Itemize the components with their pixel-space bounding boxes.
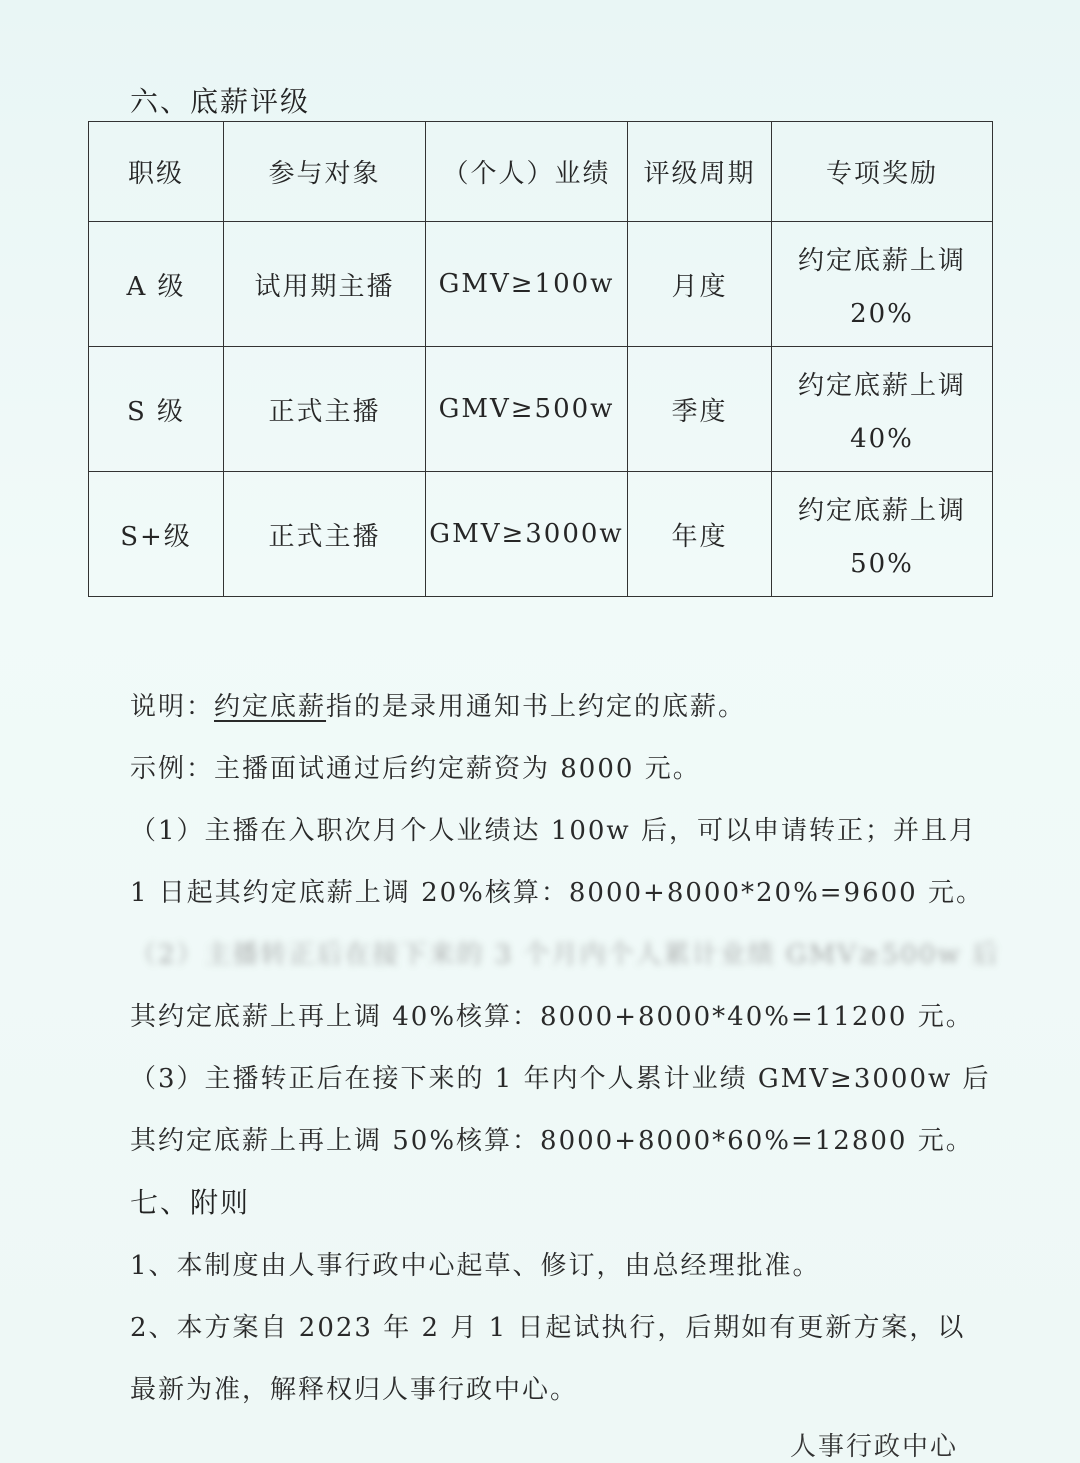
bonus-text: 约定底薪上调 bbox=[797, 495, 966, 526]
cell-target: 试用期主播 bbox=[224, 222, 426, 347]
table-row bbox=[89, 347, 993, 472]
header-bonus: 专项奖励 bbox=[772, 122, 993, 222]
cell-target: 正式主播 bbox=[224, 347, 426, 472]
example-item-1-line-1: （1）主播在入职次月个人业绩达 100w 后，可以申请转正；并且月 bbox=[130, 816, 977, 846]
header-target: 参与对象 bbox=[224, 122, 426, 222]
cell-level: S+级 bbox=[89, 472, 224, 597]
example-item-3-line-1: （3）主播转正后在接下来的 1 年内个人累计业绩 GMV≥3000w 后 bbox=[130, 1064, 991, 1094]
header-period: 评级周期 bbox=[628, 122, 772, 222]
cell-level: A 级 bbox=[89, 222, 224, 347]
explanation-term: 约定底薪 bbox=[214, 692, 327, 722]
bonus-percent: 50% bbox=[850, 548, 914, 579]
cell-period: 年度 bbox=[628, 472, 772, 597]
bonus-percent: 40% bbox=[850, 423, 914, 454]
cell-period: 月度 bbox=[628, 222, 772, 347]
explanation-line bbox=[130, 686, 746, 723]
example-item-1-line-2: 1 日起其约定底薪上调 20%核算：8000+8000*20%=9600 元。 bbox=[130, 878, 984, 908]
table-header-row bbox=[89, 122, 993, 222]
supplementary-line-1: 1、本制度由人事行政中心起草、修订，由总经理批准。 bbox=[130, 1251, 821, 1281]
table-row bbox=[89, 472, 993, 597]
grading-table bbox=[88, 121, 993, 597]
table-row bbox=[89, 222, 993, 347]
cell-performance: GMV≥3000w bbox=[426, 472, 628, 597]
header-level: 职级 bbox=[89, 122, 224, 222]
example-item-2-line-2: 其约定底薪上再上调 40%核算：8000+8000*40%=11200 元。 bbox=[130, 1002, 974, 1032]
cell-period: 季度 bbox=[628, 347, 772, 472]
cell-level: S 级 bbox=[89, 347, 224, 472]
cell-performance: GMV≥500w bbox=[426, 347, 628, 472]
supplementary-line-3: 最新为准，解释权归人事行政中心。 bbox=[130, 1375, 579, 1405]
signature-department: 人事行政中心 bbox=[790, 1432, 959, 1462]
explanation-text: 指的是录用通知书上约定的底薪。 bbox=[326, 692, 747, 722]
section-heading-supplementary: 七、附则 bbox=[130, 1186, 251, 1219]
bonus-text: 约定底薪上调 bbox=[797, 370, 966, 401]
cell-target: 正式主播 bbox=[224, 472, 426, 597]
example-line: 示例：主播面试通过后约定薪资为 8000 元。 bbox=[130, 754, 701, 784]
example-item-3-line-2: 其约定底薪上再上调 50%核算：8000+8000*60%=12800 元。 bbox=[130, 1126, 974, 1156]
cell-performance: GMV≥100w bbox=[426, 222, 628, 347]
cell-bonus bbox=[772, 472, 993, 597]
cell-bonus bbox=[772, 222, 993, 347]
example-item-2-line-1-blurred: （2）主播转正后在接下来的 3 个月内个人累计业绩 GMV≥500w 后 bbox=[130, 940, 1000, 970]
header-performance: （个人）业绩 bbox=[426, 122, 628, 222]
cell-bonus bbox=[772, 347, 993, 472]
bonus-percent: 20% bbox=[850, 298, 914, 329]
explanation-prefix: 说明： bbox=[130, 692, 215, 722]
bonus-text: 约定底薪上调 bbox=[797, 245, 966, 276]
section-heading-base-salary-grading: 六、底薪评级 bbox=[130, 85, 311, 118]
supplementary-line-2: 2、本方案自 2023 年 2 月 1 日起试执行，后期如有更新方案，以 bbox=[130, 1313, 966, 1343]
